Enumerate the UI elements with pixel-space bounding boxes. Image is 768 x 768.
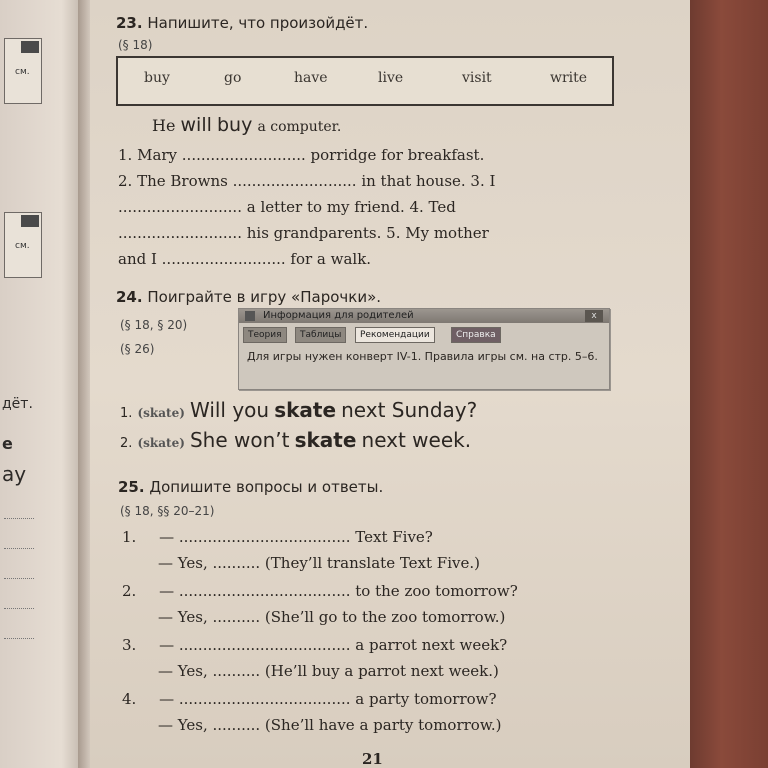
left-page: [0, 0, 88, 768]
answer-line: — Yes, .......... (He’ll buy a parrot next week.): [158, 662, 499, 680]
item-number: 1.: [120, 406, 133, 421]
question-line: — .................................... to the zoo tomorrow?: [159, 582, 518, 600]
item-number: 1.: [122, 528, 137, 546]
section-reference: (§ 26): [120, 342, 155, 356]
item-text: Will you: [189, 398, 270, 422]
left-box-1-tag: [21, 41, 39, 53]
exercise-23-heading: [116, 14, 368, 32]
left-fragment-1: дёт.: [2, 396, 33, 412]
exercise-line: 2. The Browns .......................... in that house. 3. I: [118, 172, 496, 190]
qa-item: [122, 528, 433, 546]
left-dotted-line: [4, 548, 34, 549]
word-item: write: [550, 70, 588, 86]
game-item: [120, 398, 477, 422]
textbook-page: [90, 0, 690, 768]
item-verb: skate: [274, 398, 337, 422]
word-item: go: [224, 70, 242, 86]
carpet-background: [690, 0, 768, 768]
info-panel-body: Для игры нужен конверт IV-1. Правила игры см. на стр. 5–6.: [247, 350, 598, 363]
info-panel-title: Информация для родителей: [263, 310, 414, 321]
item-number: 4.: [122, 690, 137, 708]
item-hint: (skate): [137, 406, 185, 420]
parent-info-panel: [238, 308, 610, 390]
section-reference: (§ 18, § 20): [120, 318, 188, 332]
example-subject: He: [152, 116, 176, 135]
exercise-number: 25.: [118, 478, 145, 496]
example-rest: a computer.: [257, 119, 342, 135]
word-item: have: [294, 70, 328, 86]
section-reference: (§ 18): [118, 38, 153, 52]
exercise-number: 23.: [116, 14, 143, 32]
page-number: 21: [362, 750, 383, 768]
exercise-line: .......................... a letter to my friend. 4. Ted: [118, 198, 456, 216]
left-box-2-text: см.: [15, 241, 30, 251]
question-line: — .................................... a party tomorrow?: [159, 690, 497, 708]
close-icon[interactable]: x: [585, 310, 603, 322]
exercise-line: and I .......................... for a walk.: [118, 250, 372, 268]
exercise-line: 1. Mary .......................... porridge for breakfast.: [118, 146, 485, 164]
exercise-title: Допишите вопросы и ответы.: [149, 478, 384, 496]
left-fragment-3: ay: [2, 462, 27, 486]
exercise-25-heading: [118, 478, 383, 496]
word-item: live: [378, 70, 404, 86]
left-box-1-text: см.: [15, 67, 30, 77]
answer-line: — Yes, .......... (She’ll go to the zoo tomorrow.): [158, 608, 506, 626]
left-box-2-tag: [21, 215, 39, 227]
left-info-box-1: [4, 38, 42, 104]
left-dotted-line: [4, 578, 34, 579]
example-sentence: [152, 114, 341, 136]
question-line: — .................................... a parrot next week?: [159, 636, 508, 654]
question-line: — .................................... Text Five?: [159, 528, 433, 546]
item-number: 3.: [122, 636, 137, 654]
qa-item: [122, 582, 518, 600]
exercise-number: 24.: [116, 288, 143, 306]
game-item: [120, 428, 471, 452]
qa-item: [122, 636, 507, 654]
tab-help[interactable]: Справка: [451, 327, 501, 343]
item-number: 2.: [122, 582, 137, 600]
left-dotted-line: [4, 518, 34, 519]
tab-tables[interactable]: Таблицы: [295, 327, 346, 343]
tab-theory[interactable]: Теория: [243, 327, 287, 343]
word-item: buy: [144, 70, 170, 86]
info-panel-titlebar: [239, 309, 609, 323]
example-will: will: [180, 114, 212, 136]
item-number: 2.: [120, 436, 133, 451]
left-dotted-line: [4, 608, 34, 609]
item-verb: skate: [294, 428, 357, 452]
exercise-line: .......................... his grandparents. 5. My mother: [118, 224, 489, 242]
item-hint: (skate): [137, 436, 185, 450]
word-item: visit: [462, 70, 492, 86]
tab-recommendations[interactable]: Рекомендации: [355, 327, 435, 343]
left-dotted-line: [4, 638, 34, 639]
exercise-24-heading: [116, 288, 381, 306]
item-text: next Sunday?: [341, 398, 478, 422]
answer-line: — Yes, .......... (They’ll translate Text Five.): [158, 554, 480, 572]
word-box: [116, 56, 614, 106]
item-text: next week.: [361, 428, 472, 452]
section-reference: (§ 18, §§ 20–21): [120, 504, 215, 518]
exercise-title: Поиграйте в игру «Парочки».: [147, 288, 382, 306]
qa-item: [122, 690, 497, 708]
info-icon: [245, 311, 255, 321]
left-fragment-2: e: [2, 434, 13, 453]
answer-line: — Yes, .......... (She’ll have a party tomorrow.): [158, 716, 502, 734]
item-text: She won’t: [189, 428, 290, 452]
exercise-title: Напишите, что произойдёт.: [147, 14, 369, 32]
left-info-box-2: [4, 212, 42, 278]
example-verb: buy: [217, 114, 253, 136]
